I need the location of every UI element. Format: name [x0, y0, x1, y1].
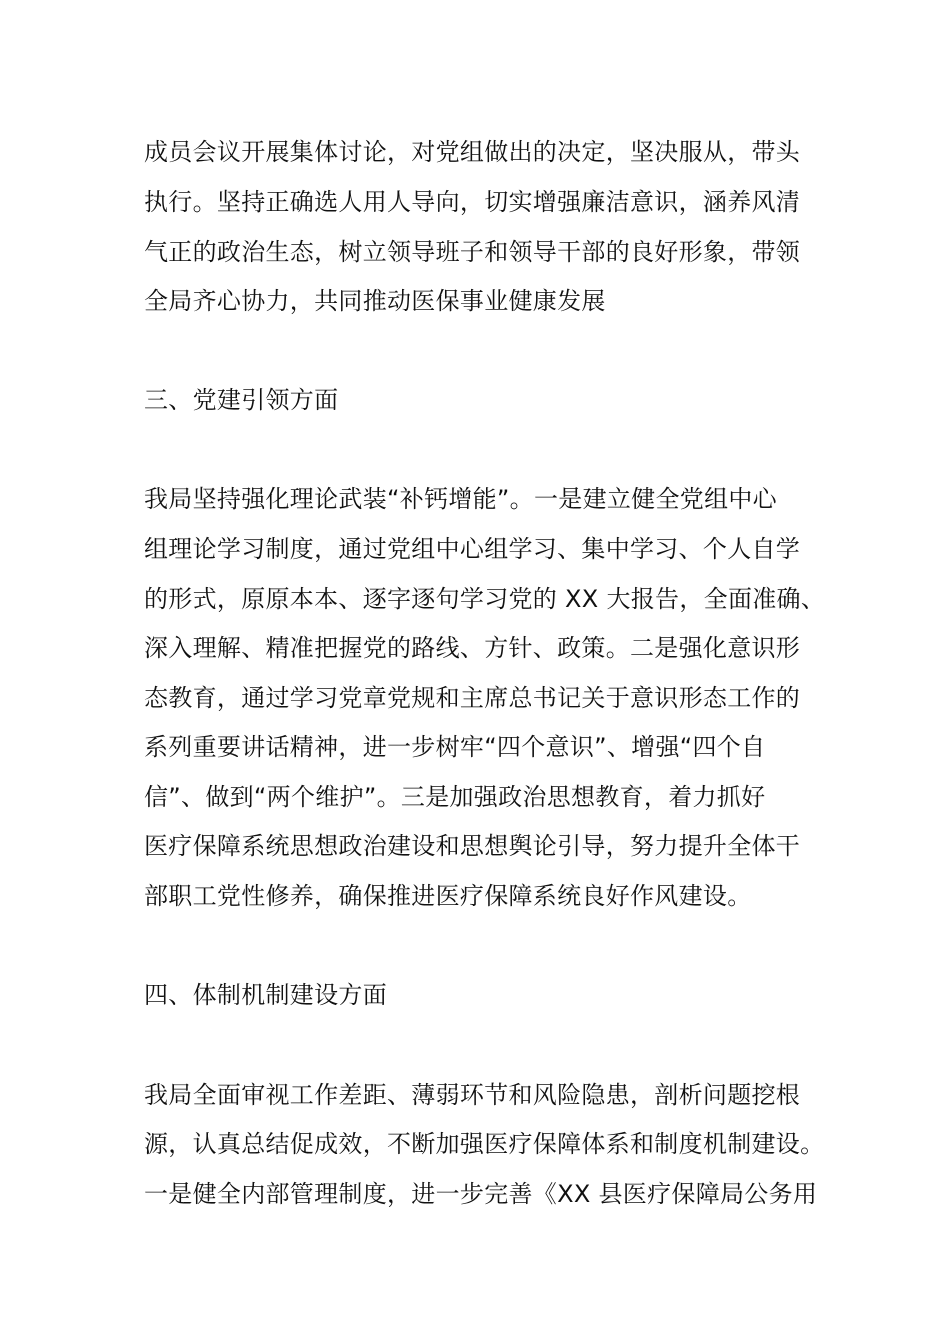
- paragraph-2-line-8: 医疗保障系统思想政治建设和思想舆论引导，努力提升全体干: [144, 832, 801, 860]
- paragraph-2-line-9: 部职工党性修养，确保推进医疗保障系统良好作风建设。: [144, 882, 752, 910]
- paragraph-1-line-3: 气正的政治生态，树立领导班子和领导干部的良好形象，带领: [144, 238, 801, 266]
- paragraph-3-line-3: 一是健全内部管理制度，进一步完善《XX 县医疗保障局公务用: [144, 1180, 818, 1208]
- paragraph-2-line-7: 信”、做到“两个维护”。三是加强政治思想教育，着力抓好: [144, 783, 766, 811]
- paragraph-1-line-4: 全局齐心协力，共同推动医保事业健康发展: [144, 287, 606, 315]
- paragraph-2-line-3: 的形式，原原本本、逐字逐句学习党的 XX 大报告，全面准确、: [144, 585, 826, 613]
- paragraph-1-line-1: 成员会议开展集体讨论，对党组做出的决定，坚决服从，带头: [144, 138, 801, 166]
- paragraph-2-line-5: 态教育，通过学习党章党规和主席总书记关于意识形态工作的: [144, 684, 801, 712]
- paragraph-3-line-2: 源，认真总结促成效，不断加强医疗保障体系和制度机制建设。: [144, 1130, 825, 1158]
- paragraph-2-line-2: 组理论学习制度，通过党组中心组学习、集中学习、个人自学: [144, 535, 801, 563]
- paragraph-2-line-4: 深入理解、精准把握党的路线、方针、政策。二是强化意识形: [144, 634, 801, 662]
- section-heading-party-building: 三、党建引领方面: [144, 386, 339, 414]
- paragraph-3-line-1: 我局全面审视工作差距、薄弱环节和风险隐患，剖析问题挖根: [144, 1081, 801, 1109]
- paragraph-1-line-2: 执行。坚持正确选人用人导向，切实增强廉洁意识，涵养风清: [144, 188, 801, 216]
- paragraph-2-line-6: 系列重要讲话精神，进一步树牢“四个意识”、增强“四个自: [144, 733, 766, 761]
- paragraph-2-line-1: 我局坚持强化理论武装“补钙增能”。一是建立健全党组中心: [144, 485, 777, 513]
- section-heading-institutional-mechanisms: 四、体制机制建设方面: [144, 981, 387, 1009]
